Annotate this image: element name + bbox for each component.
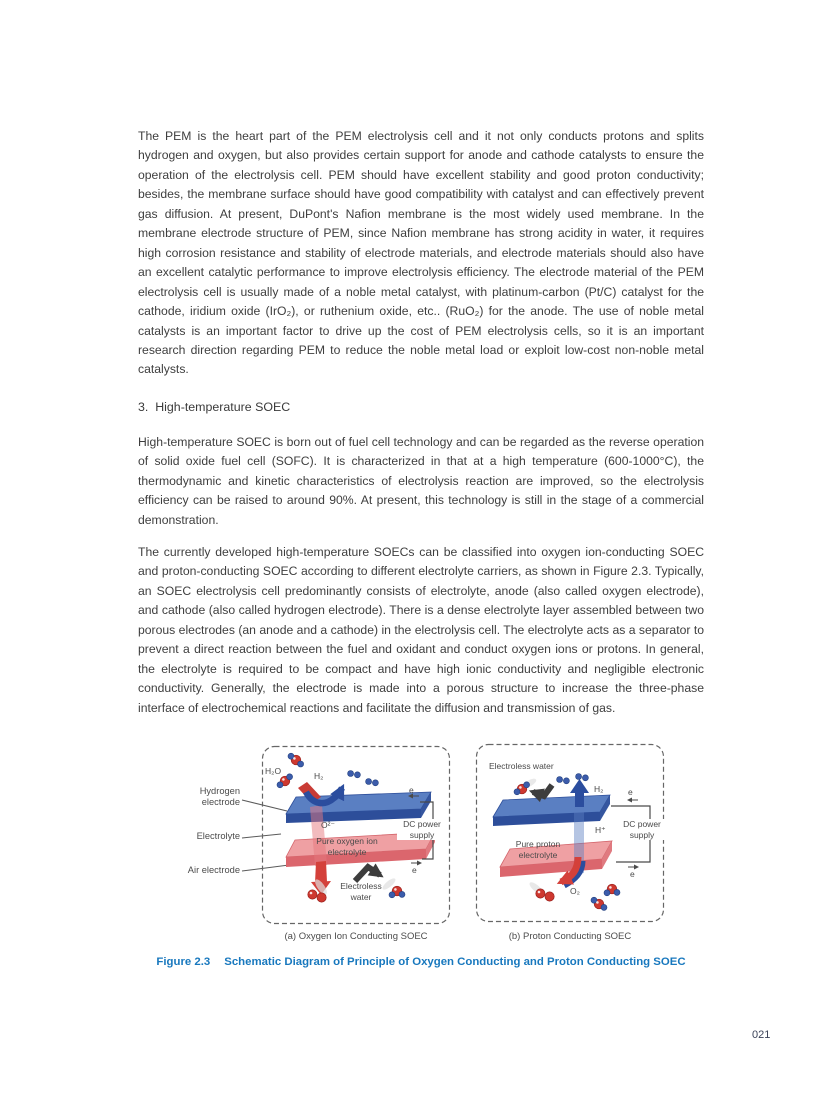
body-paragraph-3: The currently developed high-temperature SOECs can be classified into oxygen ion-conducting SOEC and proton-conducting SOEC according to different electrolyte carriers, as shown in Figure 2.3. Typically, an SOEC electrolysis cell predominantly consists of electrolyte, anode (also called oxygen electrode), and cathode (also called hydrogen electrode). There is a dense electrolyte layer assembled between two porous electrodes (an anode and a cathode) in the electrolysis cell. The electrolyte acts as a separator to prevent a direct reaction between the fuel and oxidant and conduct oxygen ions or protons. In general, the electrolyte is required to be compact and have high ionic conductivity and negligible electronic conductivity. Generally, the electrode is made into a porous structure to increase the three-phase interface of electrochemical reactions and facilitate the diffusion and transmission of gas. [138, 545, 704, 715]
hydrogen-molecule [366, 779, 379, 786]
water-molecule [604, 884, 620, 896]
figure-2-3 [150, 740, 690, 952]
electrolyte-slab-label [299, 836, 395, 857]
subcaption-a: (a) Oxygen Ion Conducting SOEC [284, 931, 428, 942]
label-line: Pure oxygen ion [316, 836, 378, 846]
body-paragraph-1: The PEM is the heart part of the PEM electrolysis cell and it not only conducts protons and splits hydrogen and oxygen, but also provides certain support for anode and cathode catalysts to ensure the operation of the electrolysis cell. PEM should have excellent stability and good proton conductivity; besides, the membrane surface should have good compatibility with catalyst and can effectively prevent gas diffusion. At present, DuPont's Nafion membrane is the most widely used membrane. In the membrane electrode structure of PEM, since Nafion membrane has strong acidity in water, it requires high corrosion resistance and stability of electrode materials, and electrode materials should also have an excellent catalytic performance to improve electrolysis efficiency. The electrode material of the PEM electrolysis cell is usually made of a noble metal catalyst, with platinum-carbon (Pt/C) catalyst for the cathode, iridium oxide (IrO₂), or ruthenium oxide, etc.. (RuO₂) for the anode. The use of noble metal catalysts is an important factor to drive up the cost of PEM electrolysis cells, so it is an important research direction regarding PEM to reduce the noble metal load or exploit low-cost non-noble metal catalysts. [138, 129, 704, 377]
hydrogen-molecule [576, 774, 589, 781]
label-line: DC power [403, 819, 441, 829]
label-line: supply [629, 829, 655, 840]
o2-label: O₂ [570, 886, 580, 896]
page-number: 021 [752, 1029, 771, 1041]
electrolyte-slab-label [509, 839, 567, 860]
label-line: electrode [201, 797, 240, 807]
label-line: Electroless [340, 881, 382, 891]
figure-caption [138, 956, 704, 968]
label-hydrogen-electrode [160, 786, 240, 808]
panel-proton-soec [475, 743, 665, 923]
h2-label: H₂ [594, 784, 604, 794]
electron-label: e [628, 787, 633, 797]
label-line: water [350, 891, 372, 902]
electroless-water-label [329, 881, 393, 902]
hydrogen-molecule [348, 771, 361, 778]
panel-oxygen-ion-soec [261, 745, 451, 925]
hplus-label: H⁺ [595, 825, 606, 835]
hydrogen-molecule [557, 777, 570, 784]
oxygen-molecule [536, 889, 554, 901]
subcaption-b: (b) Proton Conducting SOEC [508, 931, 632, 942]
section-heading: 3. High-temperature SOEC [138, 400, 291, 414]
figure-caption-number: Figure 2.3 [156, 956, 211, 968]
label-electrolyte: Electrolyte [196, 831, 240, 841]
label-line: Pure proton [515, 839, 561, 849]
electron-label: e [630, 869, 635, 879]
label-line: electrolyte [327, 846, 367, 857]
electroless-water-arrow [533, 785, 552, 796]
water-molecule [591, 897, 607, 910]
water-molecule [514, 782, 530, 795]
label-air-electrode: Air electrode [187, 865, 240, 875]
dc-power-supply-label [397, 819, 447, 840]
hydrogen-electrode-slab [493, 795, 610, 826]
h2o-label: H₂O [265, 766, 282, 776]
label-line: electrolyte [518, 849, 558, 860]
h2-label: H₂ [314, 771, 324, 781]
water-molecule [288, 753, 304, 767]
electron-label: e [409, 785, 414, 795]
electron-label: e [412, 865, 417, 875]
electroless-water-arrow [355, 867, 380, 881]
dc-power-supply-label [617, 819, 667, 840]
body-paragraph-2: High-temperature SOEC is born out of fuel cell technology and can be regarded as the reverse operation of solid oxide fuel cell (SOFC). It is characterized in that at a high temperature (600-1000°C), the thermodynamic and kinetic characteristics of electrolysis reaction are improved, so the electrolysis efficiency can be raised to around 90%. At present, this technology is still in the stage of a commercial demonstration. [138, 435, 704, 527]
electroless-water-label: Electroless water [489, 761, 554, 771]
label-line: Hydrogen [199, 786, 240, 796]
figure-caption-text: Schematic Diagram of Principle of Oxygen Conducting and Proton Conducting SOEC [224, 956, 686, 968]
label-line: DC power [623, 819, 661, 829]
label-line: supply [409, 829, 435, 840]
o2minus-label: O²⁻ [321, 820, 335, 830]
